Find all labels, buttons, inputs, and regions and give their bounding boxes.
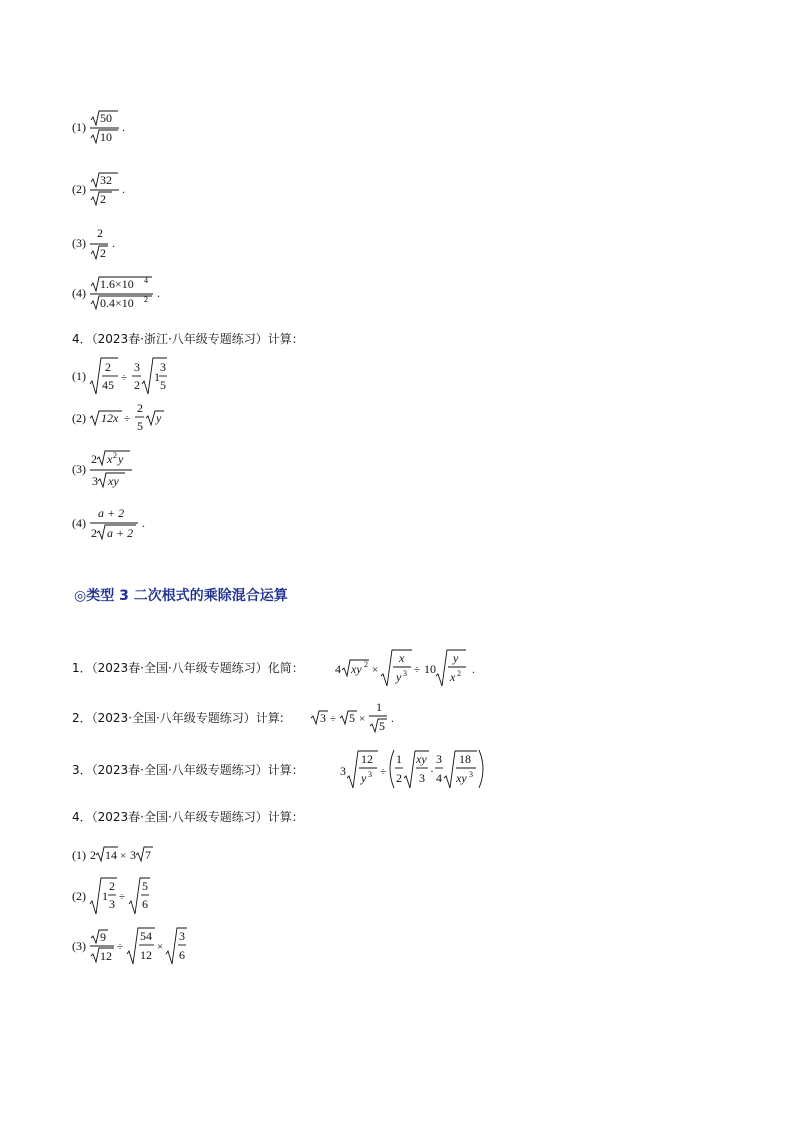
expr-b4 [72, 502, 162, 542]
coefficient: 3 [130, 848, 136, 862]
expr-b1 [72, 356, 182, 398]
numerator: 3 [179, 929, 185, 943]
numerator: 1 [376, 700, 382, 714]
dot-sign: · [430, 764, 434, 778]
numerator: 2 [109, 879, 115, 893]
radicand: 32 [100, 173, 112, 187]
left-paren [390, 750, 394, 788]
divide-sign: ÷ [380, 766, 387, 778]
radicand: xy [351, 662, 362, 676]
coefficient: 4 [335, 662, 341, 676]
mixed-whole: 1 [154, 370, 160, 384]
denominator: x [450, 670, 456, 684]
expr-label: (2) [72, 182, 86, 196]
expr-a3 [72, 225, 132, 263]
radicand: 12 [100, 949, 112, 963]
right-paren [479, 750, 483, 788]
numerator: 3 [436, 752, 442, 766]
numerator: a + 2 [98, 506, 125, 520]
denominator: 6 [142, 897, 148, 911]
denominator: 45 [102, 378, 114, 392]
denominator-coefficient: 2 [91, 526, 97, 540]
expr-p1 [335, 646, 480, 688]
coefficient: 10 [424, 662, 436, 676]
denominator: 4 [436, 771, 442, 785]
numerator: 54 [140, 929, 152, 943]
numerator: 3 [134, 360, 140, 374]
radicand: 5 [379, 719, 385, 733]
expr-label: (2) [72, 889, 86, 903]
expr-end: . [391, 711, 394, 725]
radicand: y [156, 411, 162, 425]
expr-label: (3) [72, 462, 86, 476]
denominator: 6 [179, 948, 185, 962]
radicand: 1.6×10 [100, 277, 134, 291]
expr-a1 [72, 107, 142, 147]
times-sign: × [359, 713, 366, 725]
expr-end: . [122, 120, 125, 134]
exponent: 2 [457, 669, 461, 678]
exponent: 4 [144, 276, 148, 285]
times-sign: × [120, 850, 127, 862]
expr-label: (4) [72, 286, 86, 300]
numerator: 2 [97, 226, 103, 240]
exponent: 3 [469, 770, 473, 779]
expr-label: (1) [72, 369, 86, 383]
divide-sign: ÷ [330, 713, 337, 725]
denominator: 3 [419, 771, 425, 785]
radicand: y [118, 452, 124, 466]
question-4-intro: 4．（2023春·浙江·八年级专题练习）计算： [72, 332, 304, 346]
expr-end: . [122, 182, 125, 196]
section-heading: ◎类型 3 二次根式的乘除混合运算 [74, 588, 288, 604]
radicand: 7 [145, 848, 151, 862]
exponent: 2 [364, 660, 368, 669]
expr-end: . [157, 286, 160, 300]
problem-3-text: 3．（2023春·全国·八年级专题练习）计算： [72, 763, 304, 777]
radicand: a + 2 [107, 526, 134, 540]
numerator: y [453, 651, 459, 665]
expr-b2 [72, 398, 182, 438]
numerator: 5 [142, 879, 148, 893]
radicand: 14 [105, 848, 117, 862]
denominator: 2 [134, 378, 140, 392]
expr-a4 [72, 273, 182, 313]
times-sign: × [372, 664, 379, 676]
problem-4-text: 4．（2023春·全国·八年级专题练习）计算： [72, 810, 304, 824]
denominator-coefficient: 3 [92, 474, 98, 488]
radicand: 5 [349, 711, 355, 725]
exponent: 2 [113, 451, 117, 460]
numerator: 1 [396, 752, 402, 766]
numerator: xy [416, 752, 427, 766]
expr-label: (4) [72, 516, 86, 530]
denominator: y [396, 670, 402, 684]
denominator: 3 [109, 897, 115, 911]
denominator: y [361, 771, 367, 785]
expr-end: . [142, 516, 145, 530]
numerator: 18 [459, 752, 471, 766]
numerator-coefficient: 2 [91, 452, 97, 466]
denominator: 5 [137, 419, 143, 433]
radicand: 3 [320, 711, 326, 725]
divide-sign: ÷ [117, 941, 124, 953]
expr-c1 [72, 842, 172, 866]
divide-sign: ÷ [124, 413, 131, 425]
numerator: 2 [137, 401, 143, 415]
radicand: 0.4×10 [100, 296, 134, 310]
radicand: 10 [100, 130, 112, 144]
expr-b3 [72, 448, 152, 490]
problem-1-text: 1．（2023春·全国·八年级专题练习）化简： [72, 661, 304, 675]
divide-sign: ÷ [119, 891, 126, 903]
expr-label: (1) [72, 848, 86, 862]
numerator: 12 [361, 752, 373, 766]
denominator: 5 [160, 378, 166, 392]
numerator: 3 [160, 360, 166, 374]
radicand: 12x [101, 411, 119, 425]
exponent: 3 [403, 669, 407, 678]
expr-p3 [340, 746, 490, 792]
exponent: 3 [368, 770, 372, 779]
exponent: 2 [144, 295, 148, 304]
denominator: xy [456, 771, 467, 785]
denominator: 2 [396, 771, 402, 785]
expr-a2 [72, 169, 142, 209]
numerator: x [399, 651, 405, 665]
radicand: xy [108, 474, 119, 488]
expr-c2 [72, 876, 162, 918]
numerator: 2 [105, 360, 111, 374]
expr-label: (3) [72, 236, 86, 250]
denominator: 12 [140, 948, 152, 962]
radicand: 2 [100, 246, 106, 260]
problem-2-text: 2．（2023·全国·八年级专题练习）计算: [72, 711, 284, 725]
expr-label: (1) [72, 120, 86, 134]
radicand: 2 [100, 192, 106, 206]
mixed-whole: 1 [102, 889, 108, 903]
radicand: 9 [100, 930, 106, 944]
expr-end: . [472, 662, 475, 676]
divide-sign: ÷ [414, 664, 421, 676]
expr-label: (2) [72, 411, 86, 425]
expr-c3 [72, 926, 192, 968]
expr-label: (3) [72, 939, 86, 953]
expr-p2 [311, 699, 401, 739]
coefficient: 2 [90, 848, 96, 862]
coefficient: 3 [340, 764, 346, 778]
divide-sign: ÷ [121, 372, 128, 384]
expr-end: . [112, 236, 115, 250]
radicand: x [107, 452, 113, 466]
radicand: 50 [100, 111, 112, 125]
times-sign: × [157, 941, 164, 953]
